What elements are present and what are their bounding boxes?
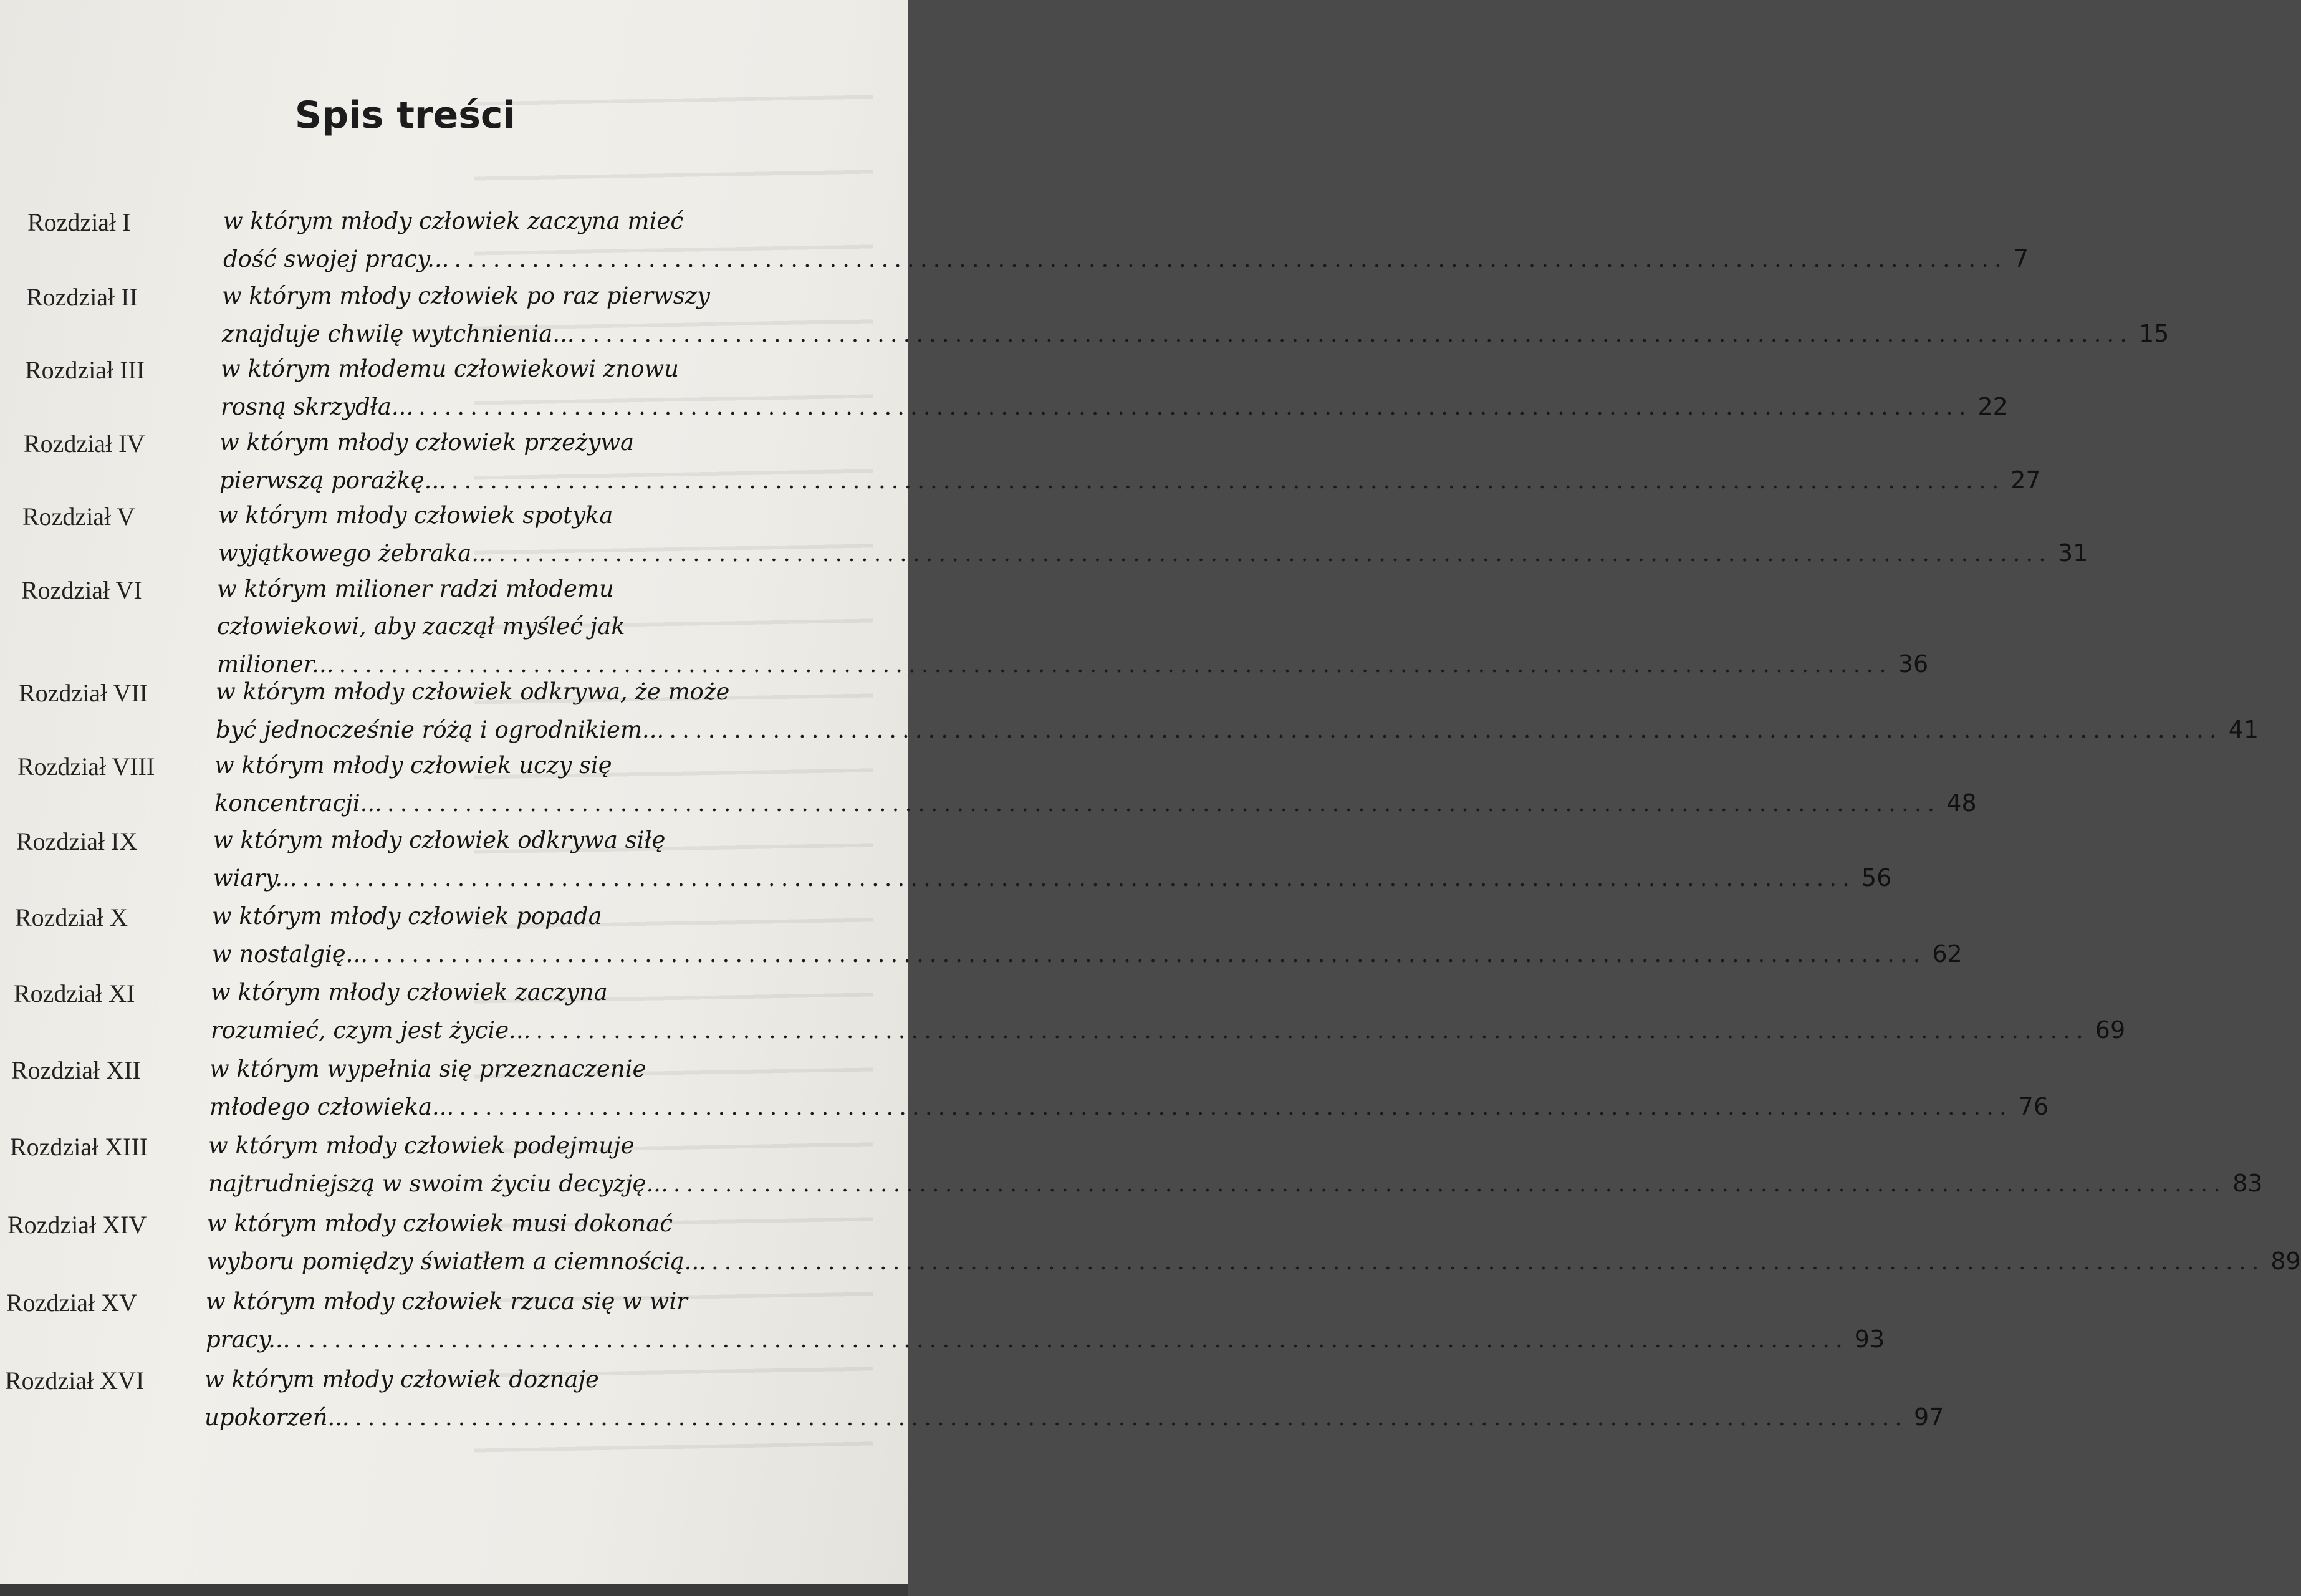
description-last-line <box>214 784 1977 822</box>
page-number: 76 <box>2018 1093 2049 1120</box>
chapter-description <box>221 350 2008 425</box>
description-line: w którym młody człowiek przeżywa <box>219 429 635 456</box>
description-last-line <box>213 859 1892 897</box>
description-line: w nostalgię... <box>212 941 368 968</box>
description-line: rozumieć, czym jest życie... <box>211 1017 531 1044</box>
description-line: być jednocześnie różą i ogrodnikiem... <box>216 716 665 743</box>
description-line: w którym młody człowiek musi dokonać <box>207 1210 673 1237</box>
chapter-description <box>207 1205 2301 1280</box>
chapter-label: Rozdział XII <box>11 1056 141 1084</box>
description-last-line <box>208 1165 2263 1202</box>
chapter-label: Rozdział V <box>22 502 135 531</box>
page-number: 31 <box>2057 539 2088 567</box>
chapter-description <box>211 974 2126 1049</box>
description-last-line <box>218 534 2088 572</box>
dot-leader: ........................................................................................................................ <box>451 467 2005 494</box>
dot-leader: ........................................................................................................................ <box>373 941 1926 968</box>
page-number: 62 <box>1932 940 1962 968</box>
description-line: w którym młody człowiek doznaje <box>204 1366 599 1393</box>
description-last-line <box>223 240 2029 277</box>
page-number: 48 <box>1946 789 1977 817</box>
chapter-label: Rozdział XVI <box>5 1367 145 1395</box>
page-number: 27 <box>2010 466 2041 494</box>
description-line: dość swojej pracy... <box>223 246 449 272</box>
description-last-line <box>222 315 2169 352</box>
description-last-line <box>211 1011 2126 1049</box>
description-line: w którym młody człowiek zaczyna <box>211 979 608 1006</box>
description-last-line <box>219 461 2041 499</box>
description-line: w którym młody człowiek po raz pierwszy <box>222 282 711 309</box>
chapter-label: Rozdział IX <box>16 827 138 855</box>
dot-leader: ........................................................................................................................ <box>536 1017 2089 1044</box>
description-last-line <box>204 1398 1944 1436</box>
chapter-description <box>214 747 1977 822</box>
description-line: w którym młody człowiek odkrywa, że może <box>216 678 730 705</box>
page-number: 97 <box>1914 1403 1944 1431</box>
chapter-label: Rozdział II <box>26 283 138 311</box>
page-number: 41 <box>2228 716 2259 743</box>
chapter-label: Rozdział X <box>15 903 128 931</box>
page-number: 15 <box>2138 320 2169 347</box>
description-line: upokorzeń... <box>204 1404 350 1431</box>
description-line: w którym wypełnia się przeznaczenie <box>209 1055 646 1082</box>
description-last-line <box>212 935 1962 973</box>
description-line: wyboru pomiędzy światłem a ciemnością... <box>207 1248 706 1275</box>
page-title: Spis treści <box>294 94 516 137</box>
chapter-description <box>219 424 2041 499</box>
description-line: wiary... <box>213 865 297 892</box>
chapter-description <box>223 203 2029 277</box>
page-number: 69 <box>2095 1016 2126 1044</box>
description-last-line <box>206 1320 1885 1358</box>
description-last-line <box>216 711 2259 748</box>
description-line: w którym młody człowiek rzuca się w wir <box>206 1288 688 1315</box>
description-line: koncentracji... <box>214 790 382 817</box>
dot-leader: ........................................................................................................................ <box>498 540 2052 567</box>
page-number: 36 <box>1898 650 1929 678</box>
chapter-description <box>216 673 2259 748</box>
chapter-label: Rozdział IV <box>24 430 145 458</box>
chapter-label: Rozdział VIII <box>17 752 155 781</box>
description-line: w którym milioner radzi młodemu <box>217 575 614 602</box>
chapter-label: Rozdział XV <box>6 1289 137 1317</box>
description-line: w którym młody człowiek podejmuje <box>208 1132 635 1159</box>
chapter-label: Rozdział III <box>25 356 145 384</box>
description-line: w którym młody człowiek uczy się <box>214 752 612 779</box>
description-line: milioner... <box>217 651 334 678</box>
description-last-line <box>209 1088 2049 1125</box>
description-line: w którym młodemu człowiekowi znowu <box>221 355 679 382</box>
chapter-label: Rozdział XI <box>14 979 135 1007</box>
description-line: w którym młody człowiek spotyka <box>218 502 613 529</box>
page-number: 83 <box>2232 1170 2263 1197</box>
dot-leader: ........................................................................................................................ <box>418 393 1972 420</box>
chapter-description <box>213 822 1892 897</box>
dot-leader: ........................................................................................................................ <box>454 246 2007 272</box>
chapter-description <box>218 497 2088 572</box>
dot-leader: ........................................................................................................................ <box>459 1094 2012 1120</box>
dot-leader: ........................................................................................................................ <box>302 865 1855 892</box>
chapter-label: Rozdział VI <box>21 576 142 604</box>
description-line: człowiekowi, aby zaczął myśleć jak <box>217 613 625 640</box>
chapter-description <box>208 1127 2263 1202</box>
chapter-description <box>209 1050 2049 1125</box>
chapter-label: Rozdział I <box>27 208 131 236</box>
dot-leader: ........................................................................................................................ <box>673 1170 2227 1197</box>
description-line: w którym młody człowiek zaczyna mieć <box>223 208 684 234</box>
page-number: 22 <box>1977 393 2008 420</box>
dot-leader: ........................................................................................................................ <box>711 1248 2265 1275</box>
description-last-line <box>221 388 2008 425</box>
chapter-description <box>217 570 1929 683</box>
chapter-label: Rozdział VII <box>19 679 148 707</box>
description-last-line <box>207 1243 2301 1280</box>
chapter-label: Rozdział XIV <box>7 1211 147 1239</box>
description-line: znajduje chwilę wytchnienia... <box>222 320 575 347</box>
chapter-description <box>206 1283 1885 1358</box>
page-number: 56 <box>1861 864 1892 892</box>
description-line: pierwszą porażkę... <box>219 467 446 494</box>
description-line: rosną skrzydła... <box>221 393 414 420</box>
description-line: w którym młody człowiek popada <box>212 903 602 930</box>
chapter-description <box>204 1361 1944 1436</box>
description-line: wyjątkowego żebraka... <box>218 540 494 567</box>
description-line: młodego człowieka... <box>209 1094 454 1120</box>
page-edge-shadow <box>0 1584 908 1596</box>
dot-leader: ........................................................................................................................ <box>669 716 2222 743</box>
dot-leader: ........................................................................................................................ <box>339 651 1892 678</box>
page-number: 7 <box>2013 245 2029 272</box>
chapter-description <box>222 277 2169 352</box>
description-line: pracy... <box>206 1326 291 1353</box>
page-number: 93 <box>1854 1325 1885 1353</box>
chapter-label: Rozdział XIII <box>10 1133 148 1161</box>
dot-leader: ........................................................................................................................ <box>387 790 1941 817</box>
page-number: 89 <box>2270 1247 2301 1275</box>
dot-leader: ........................................................................................................................ <box>295 1326 1848 1353</box>
dot-leader: ........................................................................................................................ <box>354 1404 1908 1431</box>
description-line: najtrudniejszą w swoim życiu decyzję... <box>208 1170 668 1197</box>
chapter-description <box>212 898 1962 973</box>
description-line: w którym młody człowiek odkrywa siłę <box>213 827 666 853</box>
dot-leader: ........................................................................................................................ <box>579 320 2133 347</box>
